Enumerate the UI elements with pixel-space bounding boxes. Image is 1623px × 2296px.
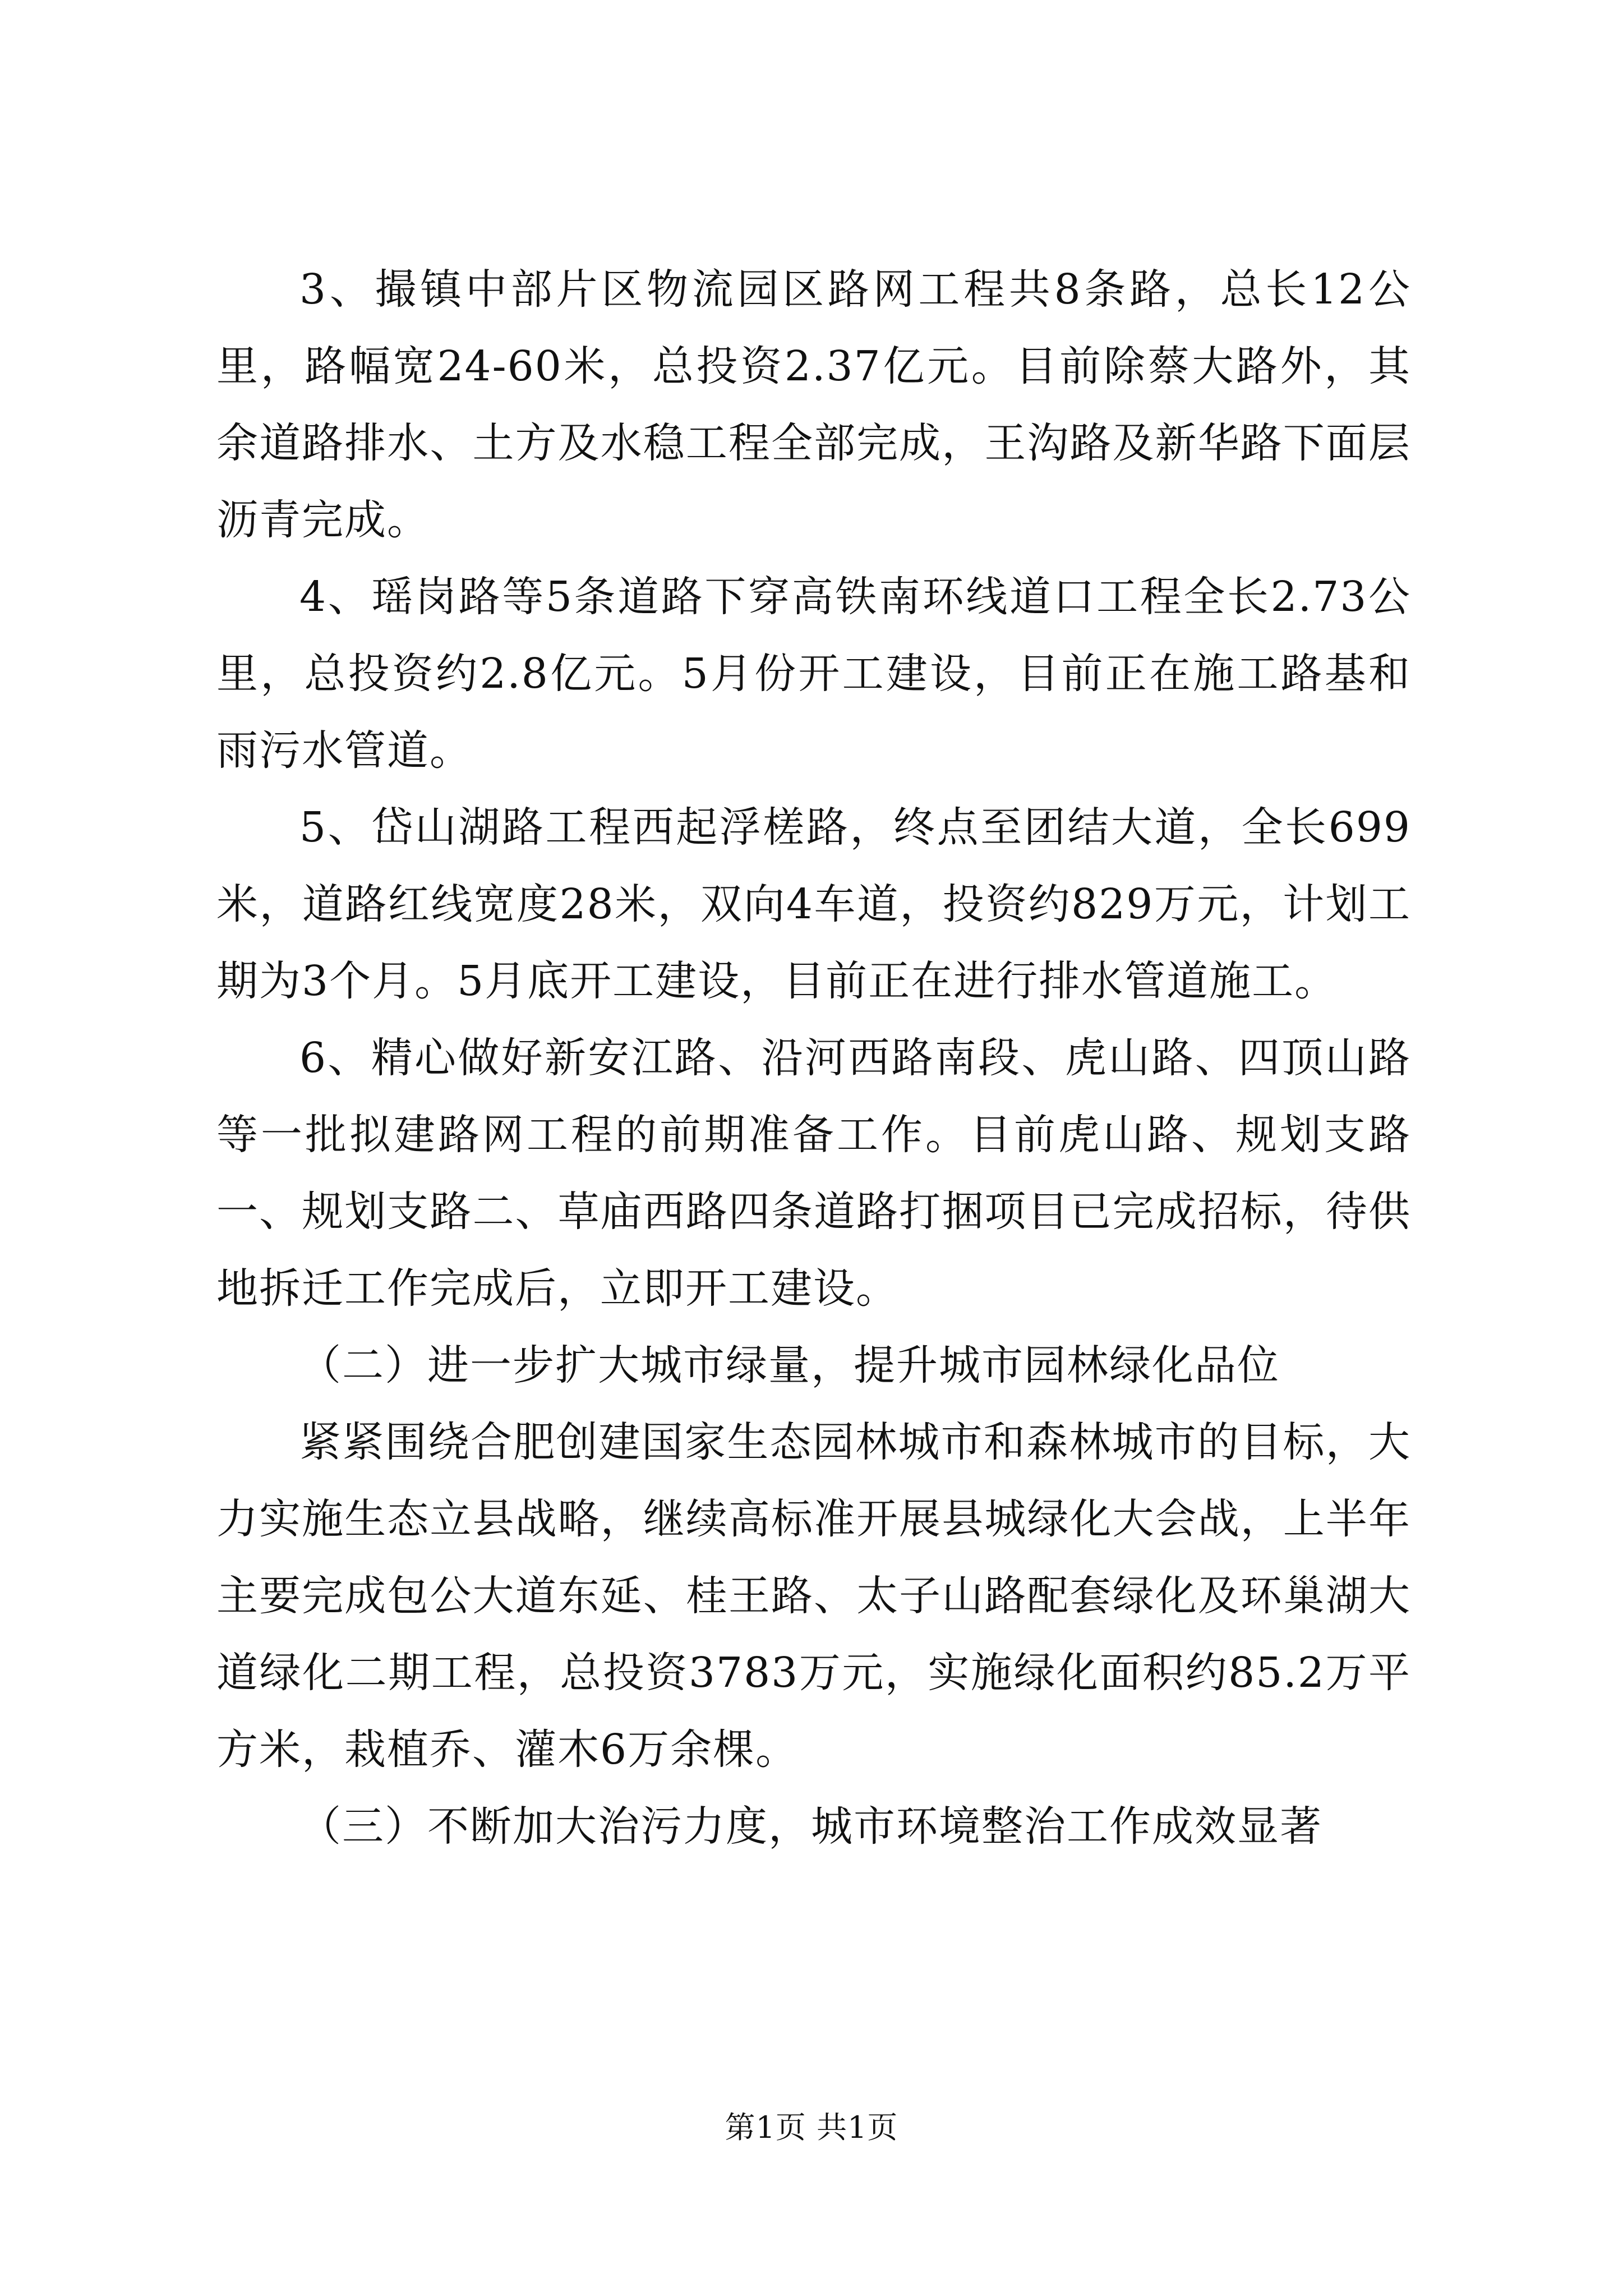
paragraph-item-4: 4、瑶岗路等5条道路下穿高铁南环线道口工程全长2.73公里，总投资约2.8亿元。5月份开工建设，目前正在施工路基和雨污水管道。 bbox=[216, 573, 1411, 775]
document-body bbox=[216, 251, 1411, 1865]
paragraph-greening: 紧紧围绕合肥创建国家生态园林城市和森林城市的目标，大力实施生态立县战略，继续高标准开展县城绿化大会战，上半年主要完成包公大道东延、桂王路、太子山路配套绿化及环巢湖大道绿化二期工程，总投资3783万元，实施绿化面积约85.2万平方米，栽植乔、灌木6万余棵。 bbox=[216, 1418, 1411, 1774]
section-heading-pollution: （三）不断加大治污力度，城市环境整治工作成效显著 bbox=[299, 1802, 1322, 1851]
paragraph-item-5: 5、岱山湖路工程西起浮槎路，终点至团结大道，全长699米，道路红线宽度28米，双向4车道，投资约829万元，计划工期为3个月。5月底开工建设，目前正在进行排水管道施工。 bbox=[216, 803, 1411, 1005]
page-number-footer: 第1页 共1页 bbox=[725, 2110, 898, 2145]
paragraph-item-3: 3、撮镇中部片区物流园区路网工程共8条路，总长12公里，路幅宽24-60米，总投资2.37亿元。目前除蔡大路外，其余道路排水、土方及水稳工程全部完成，王沟路及新华路下面层沥青完成。 bbox=[216, 265, 1411, 544]
section-heading-greening: （二）进一步扩大城市绿量，提升城市园林绿化品位 bbox=[299, 1341, 1280, 1389]
paragraph-item-6: 6、精心做好新安江路、沿河西路南段、虎山路、四顶山路等一批拟建路网工程的前期准备工作。目前虎山路、规划支路一、规划支路二、草庙西路四条道路打捆项目已完成招标，待供地拆迁工作完成后，立即开工建设。 bbox=[216, 1034, 1411, 1313]
